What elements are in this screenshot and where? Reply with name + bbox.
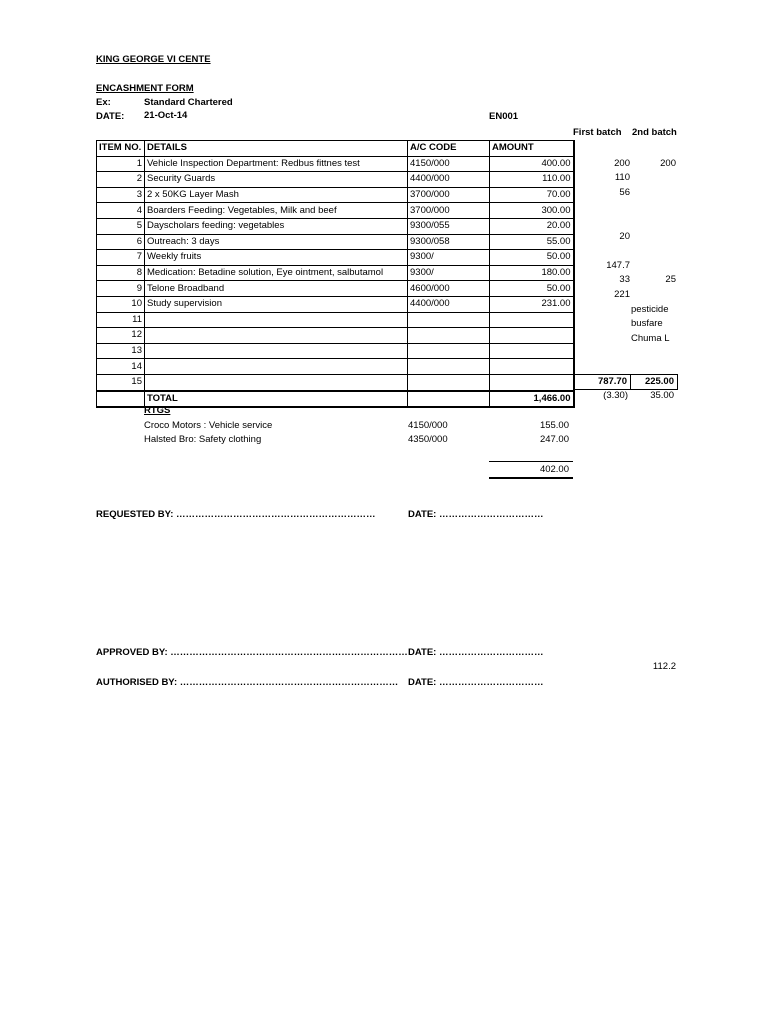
rtgs-item-1-code: 4150/000	[408, 420, 448, 431]
item-number: 8	[97, 265, 145, 281]
first-batch-value: 147.7	[606, 259, 630, 271]
table-row	[97, 359, 574, 375]
item-details: Security Guards	[145, 172, 408, 188]
item-ac-code: 9300/055	[408, 218, 490, 234]
header-details: DETAILS	[145, 141, 408, 157]
first-batch-value: 33	[619, 274, 630, 286]
item-amount	[490, 374, 574, 390]
table-header-row	[97, 141, 574, 157]
item-ac-code: 3700/000	[408, 203, 490, 219]
item-amount: 70.00	[490, 187, 574, 203]
item-details: Outreach: 3 days	[145, 234, 408, 250]
item-details	[145, 312, 408, 328]
item-ac-code: 9300/	[408, 265, 490, 281]
item-number: 15	[97, 374, 145, 390]
approved-date-line: DATE: ……………………………	[408, 647, 544, 658]
header-amount: AMOUNT	[490, 141, 574, 157]
item-ac-code	[408, 343, 490, 359]
org-name: KING GEORGE VI CENTE	[96, 54, 211, 65]
item-amount: 110.00	[490, 172, 574, 188]
item-ac-code	[408, 312, 490, 328]
item-ac-code: 4150/000	[408, 156, 490, 172]
item-amount: 180.00	[490, 265, 574, 281]
table-row	[97, 172, 574, 188]
item-number: 5	[97, 218, 145, 234]
first-batch-value: 56	[619, 186, 630, 198]
item-number: 9	[97, 281, 145, 297]
item-ac-code	[408, 374, 490, 390]
date-value: 21-Oct-14	[144, 110, 188, 121]
item-details	[145, 343, 408, 359]
item-number: 7	[97, 250, 145, 266]
difference-first-batch: (3.30)	[603, 390, 628, 401]
total-ac-code-cell	[408, 391, 490, 408]
item-number: 12	[97, 328, 145, 344]
table-row	[97, 312, 574, 328]
first-batch-value: Chuma L	[631, 332, 670, 344]
total-second-batch: 225.00	[630, 374, 678, 390]
requested-date-line: DATE: ……………………………	[408, 509, 544, 520]
first-batch-value: 200	[614, 157, 630, 169]
ex-label: Ex:	[96, 97, 111, 108]
second-batch-value: 25	[665, 274, 676, 286]
table-row	[97, 374, 574, 390]
total-amount: 1,466.00	[490, 391, 574, 408]
table-row	[97, 265, 574, 281]
item-number: 1	[97, 156, 145, 172]
first-batch-value: 110	[614, 172, 630, 184]
item-number: 11	[97, 312, 145, 328]
stray-note: 112.2	[652, 661, 676, 672]
rtgs-item-2-code: 4350/000	[408, 434, 448, 445]
item-ac-code: 4400/000	[408, 172, 490, 188]
item-details: Medication: Betadine solution, Eye ointment, salbutamol	[145, 265, 408, 281]
first-batch-value: 20	[619, 230, 630, 242]
item-amount	[490, 359, 574, 375]
table-row	[97, 296, 574, 312]
item-amount: 50.00	[490, 281, 574, 297]
item-details: Boarders Feeding: Vegetables, Milk and beef	[145, 203, 408, 219]
authorised-by-line: AUTHORISED BY: ……………………………………………………………	[96, 677, 399, 688]
first-batch-value: pesticide	[631, 303, 669, 315]
item-amount: 20.00	[490, 218, 574, 234]
item-number: 2	[97, 172, 145, 188]
item-number: 10	[97, 296, 145, 312]
item-details: Weekly fruits	[145, 250, 408, 266]
item-ac-code: 4600/000	[408, 281, 490, 297]
total-item-no-cell	[97, 391, 145, 408]
table-row	[97, 218, 574, 234]
header-ac-code: A/C CODE	[408, 141, 490, 157]
item-ac-code: 3700/000	[408, 187, 490, 203]
item-details	[145, 374, 408, 390]
item-details: 2 x 50KG Layer Mash	[145, 187, 408, 203]
encashment-table-body	[97, 141, 574, 408]
rtgs-item-1-amount: 155.00	[539, 420, 569, 431]
authorised-date-line: DATE: ……………………………	[408, 677, 544, 688]
form-title: ENCASHMENT FORM	[96, 83, 194, 94]
second-batch-value: 200	[660, 157, 676, 169]
first-batch-value: 221	[614, 289, 630, 300]
rtgs-title: RTGS	[144, 405, 171, 416]
item-details: Vehicle Inspection Department: Redbus fittnes test	[145, 156, 408, 172]
item-number: 6	[97, 234, 145, 250]
table-row	[97, 187, 574, 203]
rtgs-total: 402.00	[539, 464, 569, 475]
item-amount: 50.00	[490, 250, 574, 266]
first-batch-header: First batch	[573, 127, 622, 138]
requested-by-line: REQUESTED BY: ………………………………………………………	[96, 509, 376, 520]
item-ac-code: 9300/058	[408, 234, 490, 250]
second-batch-header: 2nd batch	[632, 127, 677, 138]
ex-value: Standard Chartered	[144, 97, 233, 108]
item-details: Dayscholars feeding: vegetables	[145, 218, 408, 234]
encashment-table	[96, 140, 575, 408]
table-row	[97, 234, 574, 250]
date-label: DATE:	[96, 111, 125, 122]
table-row	[97, 156, 574, 172]
item-ac-code	[408, 328, 490, 344]
item-amount	[490, 343, 574, 359]
rtgs-total-rule-bottom	[489, 477, 573, 479]
table-row	[97, 328, 574, 344]
item-amount: 231.00	[490, 296, 574, 312]
rtgs-item-2-details: Halsted Bro: Safety clothing	[144, 434, 262, 445]
item-number: 13	[97, 343, 145, 359]
item-ac-code: 4400/000	[408, 296, 490, 312]
item-amount: 300.00	[490, 203, 574, 219]
item-number: 14	[97, 359, 145, 375]
table-row	[97, 250, 574, 266]
first-batch-value: busfare	[631, 318, 663, 330]
item-amount	[490, 312, 574, 328]
total-first-batch: 787.70	[573, 374, 631, 390]
approved-by-line: APPROVED BY: …………………………………………………………………	[96, 647, 408, 658]
difference-second-batch: 35.00	[650, 390, 674, 401]
item-ac-code	[408, 359, 490, 375]
item-amount	[490, 328, 574, 344]
item-details	[145, 328, 408, 344]
rtgs-item-1-details: Croco Motors : Vehicle service	[144, 420, 273, 431]
header-item-no: ITEM NO.	[97, 141, 145, 157]
rtgs-total-rule-top	[489, 461, 573, 462]
total-label: TOTAL	[145, 391, 408, 408]
item-amount: 55.00	[490, 234, 574, 250]
item-details	[145, 359, 408, 375]
table-row	[97, 343, 574, 359]
table-row	[97, 203, 574, 219]
item-number: 4	[97, 203, 145, 219]
item-number: 3	[97, 187, 145, 203]
item-details: Study supervision	[145, 296, 408, 312]
item-ac-code: 9300/	[408, 250, 490, 266]
reference-code: EN001	[489, 111, 519, 122]
table-row	[97, 281, 574, 297]
rtgs-item-2-amount: 247.00	[539, 434, 569, 445]
item-details: Telone Broadband	[145, 281, 408, 297]
item-amount: 400.00	[490, 156, 574, 172]
